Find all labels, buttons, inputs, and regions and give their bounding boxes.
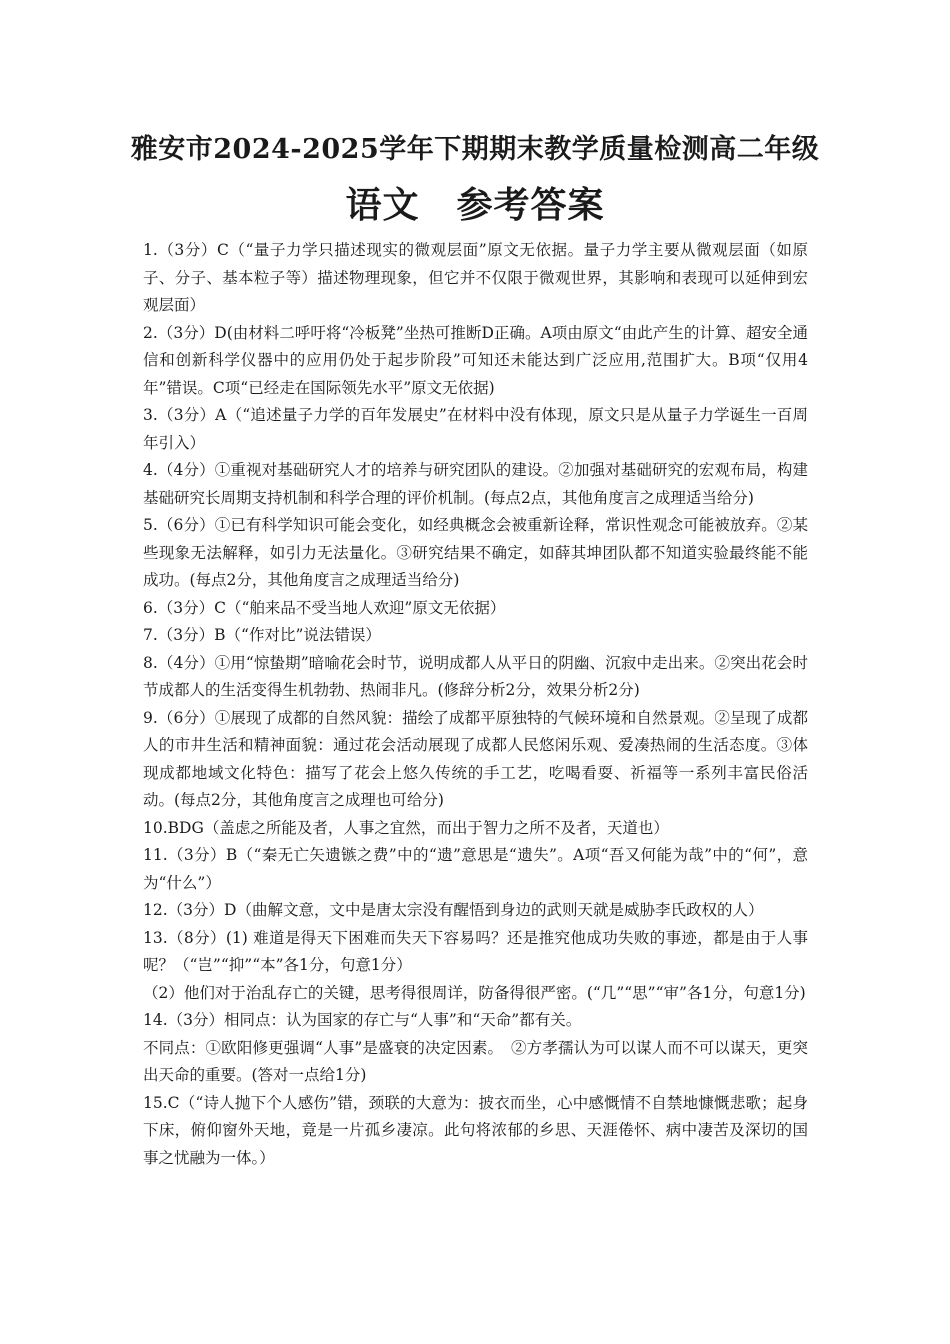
document-title: 雅安市2024-2025学年下期期末教学质量检测高二年级 [130, 134, 820, 165]
answer-item-3: 3.（3分）A（“追述量子力学的百年发展史”在材料中没有体现，原文只是从量子力学诞生一百周年引入） [143, 406, 808, 452]
answer-item-11: 11.（3分）B（“秦无亡矢遗镞之费”中的“遗”意思是“遗失”。A项“吾又何能为哉”中的“何”，意为“什么”） [143, 846, 808, 892]
answer-item-6: 6.（3分）C（“舶来品不受当地人欢迎”原文无依据） [143, 598, 506, 617]
answer-item-13-part-2: （2）他们对于治乱存亡的关键，思考得很周详，防备得很严密。(“几”“思”“审”各1分，句意1分) [143, 983, 806, 1002]
answer-item-2: 2.（3分）D(由材料二呼吁将“冷板凳”坐热可推断D正确。A项由原文“由此产生的计算、超安全通信和创新科学仪器中的应用仍处于起步阶段”可知还未能达到广泛应用,范围扩大。B项“仅用4年”错误。C项“已经走在国际领先水平”原文无依据) [143, 323, 808, 397]
answer-list [143, 237, 808, 1172]
answer-item-12: 12.（3分）D（曲解文意，文中是唐太宗没有醒悟到身边的武则天就是威胁李氏政权的人） [143, 901, 764, 919]
answer-item-4: 4.（4分）①重视对基础研究人才的培养与研究团队的建设。②加强对基础研究的宏观布局，构建基础研究长周期支持机制和科学合理的评价机制。(每点2点，其他角度言之成理适当给分) [143, 461, 808, 507]
answer-item-14-similarity: 14.（3分）相同点：认为国家的存亡与“人事”和“天命”都有关。 [143, 1011, 582, 1029]
answer-item-10: 10.BDG（盖虑之所能及者，人事之宜然，而出于智力之所不及者，天道也） [143, 818, 669, 837]
answer-item-15: 15.C（“诗人抛下个人感伤”错，颈联的大意为：披衣而坐，心中感慨情不自禁地慷慨悲歌；起身下床，俯仰窗外天地，竟是一片孤乡凄凉。此句将浓郁的乡思、天涯倦怀、病中凄苦及深切的国事之忧融为一体。） [143, 1093, 808, 1167]
answer-item-5: 5.（6分）①已有科学知识可能会变化，如经典概念会被重新诠释，常识性观念可能被放弃。②某些现象无法解释，如引力无法量化。③研究结果不确定，如薛其坤团队都不知道实验最终能不能成功。(每点2分，其他角度言之成理适当给分) [143, 516, 808, 589]
answer-item-7: 7.（3分）B（“作对比”说法错误） [143, 626, 381, 644]
answer-item-1: 1.（3分）C（“量子力学只描述现实的微观层面”原文无依据。量子力学主要从微观层面（如原子、分子、基本粒子等）描述物理现象，但它并不仅限于微观世界，其影响和表现可以延伸到宏观层面） [143, 241, 808, 314]
document-subtitle: 语文 参考答案 [345, 184, 605, 226]
answer-item-13-part-1: 13.（8分）(1) 难道是得天下困难而失天下容易吗？还是推究他成功失败的事迹，都是由于人事呢？（“岂”“抑”“本”各1分，句意1分） [143, 928, 808, 974]
answer-item-14-difference: 不同点：①欧阳修更强调“人事”是盛衰的决定因素。 ②方孝孺认为可以谋人而不可以谋天，更突出天命的重要。(答对一点给1分) [143, 1038, 808, 1084]
answer-item-8: 8.（4分）①用“惊蛰期”暗喻花会时节，说明成都人从平日的阴幽、沉寂中走出来。②突出花会时节成都人的生活变得生机勃勃、热闹非凡。(修辞分析2分，效果分析2分) [143, 653, 808, 699]
answer-item-9: 9.（6分）①展现了成都的自然风貌：描绘了成都平原独特的气候环境和自然景观。②呈现了成都人的市井生活和精神面貌：通过花会活动展现了成都人民悠闲乐观、爱凑热闹的生活态度。③体现成都地域文化特色：描写了花会上悠久传统的手工艺，吃喝看耍、祈福等一系列丰富民俗活动。(每点2分，其他角度言之成理也可给分) [143, 708, 808, 809]
